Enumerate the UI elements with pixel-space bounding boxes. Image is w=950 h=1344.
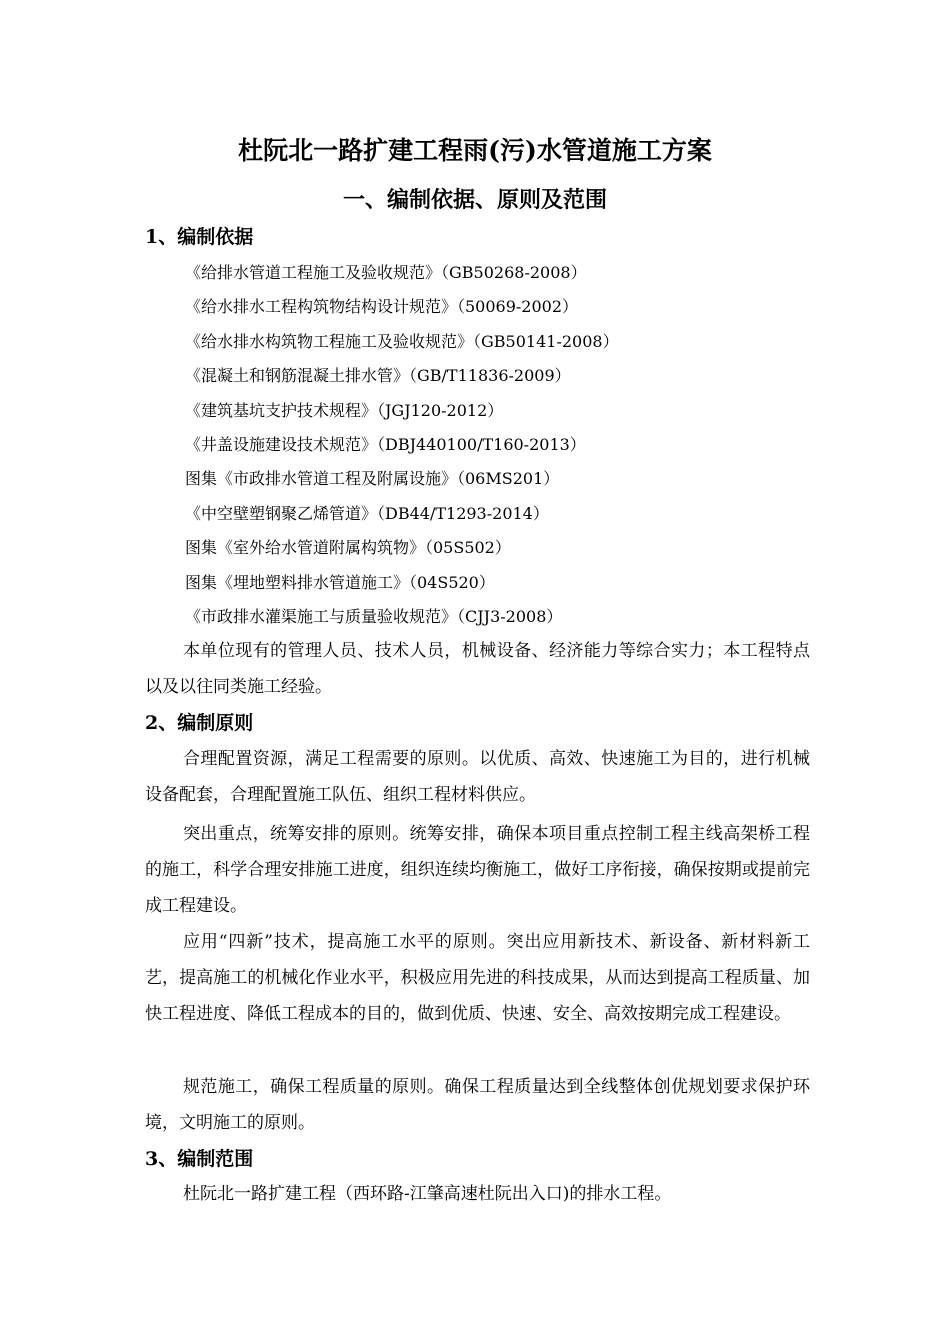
reference-item: 《井盖设施建设技术规范》（DBJ440100/T160-2013） bbox=[185, 434, 586, 454]
reference-item: 图集《埋地塑料排水管道施工》（04S520） bbox=[185, 572, 495, 592]
reference-item: 图集《市政排水管道工程及附属设施》（06MS201） bbox=[185, 469, 560, 489]
reference-item: 《给水排水构筑物工程施工及验收规范》（GB50141-2008） bbox=[185, 331, 619, 351]
reference-item: 《中空壁塑钢聚乙烯管道》（DB44/T1293-2014） bbox=[185, 503, 549, 523]
principles-heading: 2、编制原则 bbox=[145, 712, 254, 734]
scope-paragraph: 杜阮北一路扩建工程（西环路-江肇高速杜阮出入口)的排水工程。 bbox=[183, 1184, 672, 1204]
reference-item: 图集《室外给水管道附属构筑物》（05S502） bbox=[185, 538, 511, 558]
reference-item: 《给排水管道工程施工及验收规范》（GB50268-2008） bbox=[185, 263, 587, 282]
principle-paragraph: 突出重点，统筹安排的原则。统筹安排，确保本项目重点控制工程主线高架桥工程的施工，科学合理安排施工进度，组织连续均衡施工，做好工序衔接，确保按期或提前完成工程建设。 bbox=[145, 824, 810, 916]
principle-paragraph: 规范施工，确保工程质量的原则。确保工程质量达到全线整体创优规划要求保护环境，文明施工的原则。 bbox=[145, 1077, 810, 1133]
reference-item: 《市政排水灌渠施工与质量验收规范》（CJJ3-2008） bbox=[185, 606, 563, 626]
basis-heading: 1、编制依据 bbox=[145, 226, 254, 248]
reference-item: 《给水排水工程构筑物结构设计规范》（50069-2002） bbox=[185, 297, 579, 317]
principle-paragraph: 合理配置资源，满足工程需要的原则。以优质、高效、快速施工为目的，进行机械设备配套，合理配置施工队伍、组织工程材料供应。 bbox=[145, 749, 810, 805]
principle-paragraph: 应用“四新”技术，提高施工水平的原则。突出应用新技术、新设备、新材料新工艺，提高施工的机械化作业水平，积极应用先进的科技成果，从而达到提高工程质量、加快工程进度、降低工程成本的目的，做到优质、快速、安全、高效按期完成工程建设。 bbox=[145, 932, 810, 1024]
basis-paragraph: 本单位现有的管理人员、技术人员，机械设备、经济能力等综合实力；本工程特点以及以往同类施工经验。 bbox=[145, 641, 810, 697]
scope-heading: 3、编制范围 bbox=[145, 1148, 254, 1170]
reference-list bbox=[185, 256, 619, 634]
document-title: 杜阮北一路扩建工程雨(污)水管道施工方案 bbox=[238, 136, 712, 165]
reference-item: 《混凝土和钢筋混凝土排水管》（GB/T11836-2009） bbox=[185, 366, 571, 386]
reference-item: 《建筑基坑支护技术规程》（JGJ120-2012） bbox=[185, 400, 504, 420]
section-title: 一、编制依据、原则及范围 bbox=[342, 187, 607, 213]
